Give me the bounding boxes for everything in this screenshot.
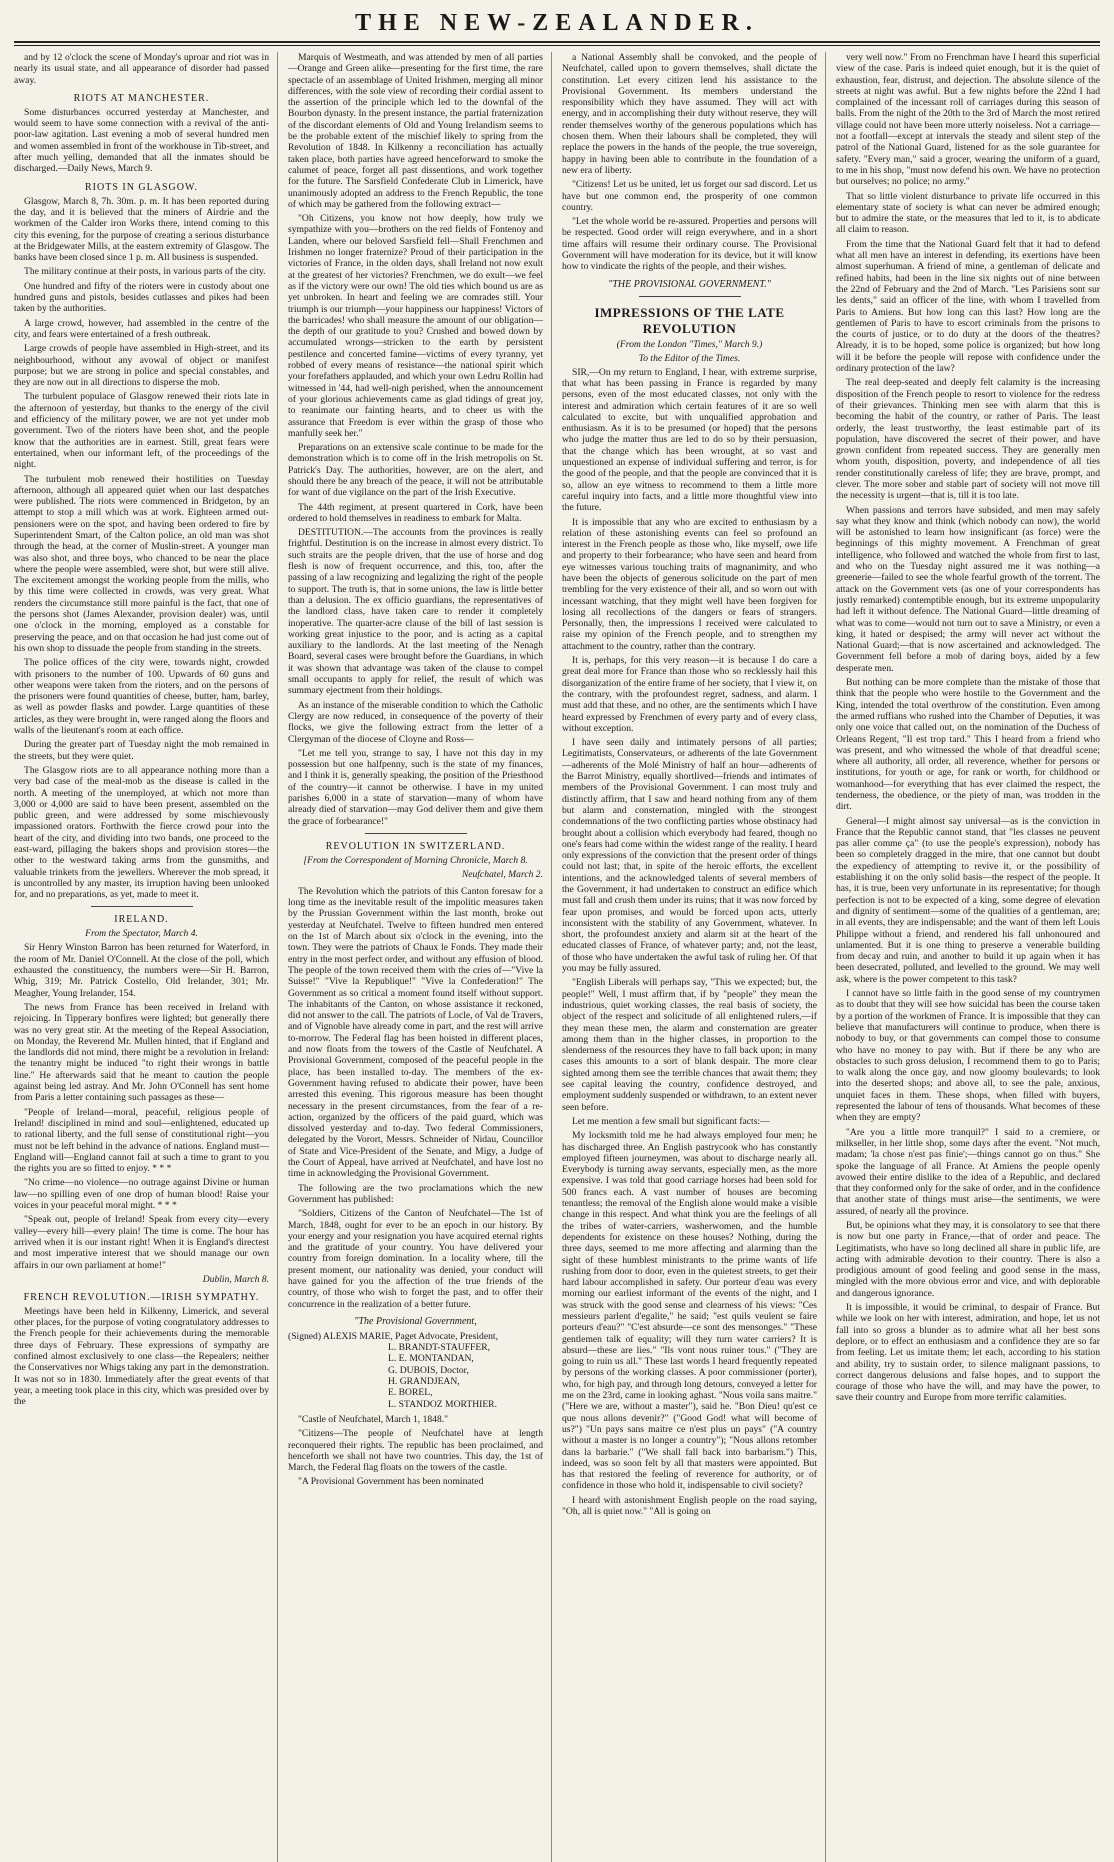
paragraph: Large crowds of people have assembled in High-street, and its neighbourhood, without any avowal of object or manifest purpose; but we are strong in police and special constables, and they are now out in all directions to disperse the mob. bbox=[14, 343, 269, 389]
masthead-rule bbox=[14, 45, 1100, 46]
section-rule bbox=[365, 833, 467, 834]
paragraph: "Citizens—The people of Neufchatel have at length reconquered their rights. The republic has been proclaimed, and henceforth we shall not have two countries. This day, the 1st of March, the Federal flag floats on the towers of the castle. bbox=[288, 1428, 543, 1474]
paragraph: DESTITUTION.—The accounts from the provinces is really frightful. Destitution is on the increase in almost every district. To such straits are the people driven, that the use of horse and dog flesh is now of frequent occurrence, and this, too, after the passing of a law recognizing and legalizing the right of the people to support. The truth is, that in some unions, the law is little better than a delusion. The ex officio guardians, the representatives of the landlord class, have taken care to render it completely inoperative. The quarter-acre clause of the bill of last session is working great injustice to the poor, and is acting as a capital auxiliary to the landlords. At the last meeting of the Nenagh Board, several cases were brought before the Guardians, in which it was shown that advantage was taken of the clause to compel small occupants to apply for relief, the result of which was summary ejectment from their holdings. bbox=[288, 527, 543, 697]
paragraph: That so little violent disturbance to private life occurred in this elementary state of society is what can never be admired enough; but to admire the state, or the measures that led to it, is to abdicate all claim to reason. bbox=[836, 190, 1100, 236]
paragraph: "Let me tell you, strange to say, I have not this day in my possession but one halfpenny, such is the state of my finances, and I think it is, generally speaking, the position of the Priesthood of the country—it cannot be otherwise. I have in my united parishes 6,000 in a state of starvation—many of whom have already died of starvation—may God deliver them and give them the grace of forbearance!" bbox=[288, 747, 543, 827]
section-heading: IMPRESSIONS OF THE LATE REVOLUTION bbox=[594, 304, 785, 336]
paragraph: My locksmith told me he had always employed four men; he has discharged three. An English pastrycook who has constantly employed fifteen journeymen, was about to discharge nearly all. Everybody is turning away servants, especially men, as the more expensive. I was told that good carriage horses had been sold for 500 francs each. A vast number of houses are becoming tenantless; the removal of the English alone would make a visible change in this respect. And what think you are the feelings of all the tribes of water-carriers, washerwomen, and the humble dependents for existence on these houses? Nothing, during the three days, seemed to me more affecting and alarming than the sight of these humblest ministrants to the prime wants of life rushing from door to door, even in the quietest streets, to get their hard labour accomplished in safety. Our porteur d'eau was every morning our earliest informant of the events of the night, and I was struck with the good sense and clearness of his views: "Ces messieurs parlent d'egalite," he said; "est quils veulent se faire porteurs d'eau?" "C'est absurde—ce sont des mensonges." "These gentlemen talk of equality; will they turn water carriers? It is absurd—these are lies." "Ils vont nous ruiner tous." ("They are going to ruin us all." These last words I heard frequently repeated by persons of the working classes. A poor commissioner (porter), who, for high pay, and through long detours, conveyed a letter for me on the 23rd, came in looking aghast. "Nous voila sans maitre." ("Here we are, without a master"), said he. "Bon Dieu! qu'est ce que nous allons devenir?" ("Good God! what will become of us?") "Un pays sans maitre ce n'est plus un pays" ("A country without a master is no longer a country"); "Nous allons retomber dans la barbarie." ("We shall fall back into barbarism.") This, indeed, was so soon felt by all that masters were appointed. But has that restored the feeling of reverence for authority, or of confidence in those who hold it, indispensable to civil society? bbox=[562, 1130, 817, 1492]
paragraph: The Revolution which the patriots of this Canton foresaw for a long time as the inevitable result of the impolitic measures taken by the Prussian Government within the last month, broke out yesterday at Neufchatel. Twelve to fifteen hundred men entered on the 1st of March about six o'clock in the evening, into the town. They were the patriots of Chaux le Fonds. They made their entry in the most perfect order, and without any effusion of blood. The people of the town received them with the cries of—"Vive la Suisse!" "Vive la Republique!" "Vive la Confederation!" The Government as so critical a moment found itself without support. The inhabitants of the Canton, on whose assistance it reckoned, did not answer to the call. The patriots of Locle, of Val de Travers, and of Vignoble have already come in part, and the rest will arrive to-morrow. The Federal flag has been hoisted in different places, and now floats from the towers of the Castle of Neufchatel. A Provisional Government, composed of the peaceful people in the place, has been installed to-day. The members of the ex-Government having refused to abdicate their power, have been arrested this evening. This rigorous measure has been thought necessary in the present circumstances, from the fear of a re-action, organized by the officers of the paid guard, which was dissolved yesterday and to-day. Two federal Commissioners, delegated by the Vorort, Messrs. Schneider of Nidau, Councillor of State and Vice-President of the Senate, and Migy, a Judge of the Court of Appeal, have arrived at Neufchatel, and have lost no time in acknowledging the Provisional Government. bbox=[288, 885, 543, 1180]
paragraph: "People of Ireland—moral, peaceful, religious people of Ireland! disciplined in mind and soul—enlightened, educated up to rational liberty, and the full sense of constitutional right—you must not be left behind in the advance of nations. England must—England will—England cannot fail at such a time to grant to you the rights you are so fitted to enjoy. * * * bbox=[14, 1106, 269, 1175]
section-rule bbox=[639, 296, 741, 297]
section-heading: "THE PROVISIONAL GOVERNMENT." bbox=[608, 278, 771, 290]
column-2 bbox=[288, 52, 552, 1862]
paragraph: But nothing can be more complete than the mistake of those that think that the people who were hostile to the Government and the King, intended the total overthrow of the constitution. Even among the armed ruffians who rushed into the Chamber of Deputies, it was only one voice that called out, on the nomination of the Duchess of Orleans Regent, "Il est trop tard." This I heard from a friend who was present, and who witnessed the whole of that dreadful scene; where all authority, all order, all reverence, whether for persons or institutions, for youth or age, for rank or worth, for childhood or womanhood—for everything that has ever claimed the respect, the tenderness, the obedience, or the piety of man, was trodden in the dirt. bbox=[836, 677, 1100, 813]
paragraph: and by 12 o'clock the scene of Monday's uproar and riot was in nearly its usual state, and all appearance of disorder had passed away. bbox=[14, 52, 269, 86]
paragraph: But, be opinions what they may, it is consolatory to see that there is now but one party in France,—that of order and peace. The Legitimatists, who have so long declined all share in public life, are acting with admirable devotion to their country. There is also a prodigious amount of good feeling and good sense in the mass, mingled with the more obvious error and vice, and with deplorable and dangerous ignorance. bbox=[836, 1219, 1100, 1299]
paragraph: "A Provisional Government has been nominated bbox=[298, 1476, 484, 1488]
paragraph: "Castle of Neufchatel, March 1, 1848." bbox=[298, 1413, 449, 1425]
column-1 bbox=[14, 52, 278, 1862]
signatory-line: (Signed) ALEXIS MARIE, Paget Advocate, President, bbox=[288, 1330, 498, 1342]
signatory-line: L. E. MONTANDAN, bbox=[388, 1353, 474, 1365]
paragraph: Let me mention a few small but significant facts:— bbox=[572, 1115, 770, 1127]
section-heading: (From the London "Times," March 9.) bbox=[616, 338, 763, 350]
paragraph: "No crime—no violence—no outrage against Divine or human law—no spilling even of one drop of human blood! Raise your voices in your peaceful moral might. * * * bbox=[14, 1177, 269, 1212]
section-heading: To the Editor of the Times. bbox=[638, 352, 741, 364]
section-heading: RIOTS AT MANCHESTER. bbox=[73, 92, 210, 104]
section-heading: IRELAND. bbox=[114, 914, 169, 926]
paragraph: "Let the whole world be re-assured. Properties and persons will be respected. Good order will reign everywhere, and in a short time affairs will resume their ordinary course. The Provisional Government will have moderation for its device, but it will know how to vindicate the rights of the people, and their wishes. bbox=[562, 216, 817, 273]
dateline: Neufchatel, March 2. bbox=[461, 868, 543, 880]
paragraph: Glasgow, March 8, 7h. 30m. p. m. It has been reported during the day, and it is believed that the miners of Airdrie and the workmen of the Calder iron Works there, intend coming to this city this evening, for the purpose of creating a serious disturbance at the Bridgewater Mills, at the eastern extremity of Glasgow. The banks have been closed since 1 p. m. All business is suspended. bbox=[14, 195, 269, 264]
paragraph: "Citizens! Let us be united, let us forget our sad discord. Let us have but one common end, the prosperity of one common country. bbox=[562, 179, 817, 213]
section-heading: [From the Correspondent of Morning Chronicle, March 8. bbox=[303, 854, 528, 866]
paragraph: The military continue at their posts, in various parts of the city. bbox=[24, 266, 266, 278]
paragraph: During the greater part of Tuesday night the mob remained in the streets, but they were quiet. bbox=[14, 739, 269, 762]
paragraph: It is impossible that any who are excited to enthusiasm by a relation of these astonishing events can feel so profound an interest in the French people as those who, like myself, owe life and property to their forbearance; who have seen and heard from eye witnesses various touching traits of magnanimity, and who have been the objects of generous solicitude on the part of men trembling for the very existence of their all, and so worn out with incessant watching, that they might well have been forgiven for losing all recollections of the dangers or fears of strangers. Personally, then, the impressions I received were calculated to raise my opinion of the French people, and to strengthen my attachment to the country, rather than the contrary. bbox=[562, 516, 817, 652]
paragraph: Marquis of Westmeath, and was attended by men of all parties—Orange and Green alike—presenting for the first time, the rare spectacle of an assemblage of United Irishmen, merging all minor differences, with the sole view of recording their cordial assent to the assertion of the principle which led to the downfal of the Bourbon dynasty. In the present instance, the partial fraternization of the discordant elements of Old and Young Irelandism seems to be the probable extent of the mischief likely to spring from the Revolution of 1848. In Kilkenny a reconciliation has actually taken place, both parties have agreed henceforward to smoke the calumet of peace, forget all past dissentions, and work together for the future. The Sarsfield Confederate Club in Limerick, have unanimously adopted an address to the French Republic, the tone of which may be gathered from the following extract— bbox=[288, 52, 543, 210]
paragraph: When passions and terrors have subsided, and men may safely say what they know and think (which nobody can now), the world will be astonished to learn how insignificant (as force) were the beginnings of this mighty movement. A Frenchman of great intelligence, who followed and watched the whole from first to last, and who on the Tuesday night assured me it was nothing—a greenerie—failed to see the whole fearful growth of the torrent. The attack on the Government vets (as one of your correspondents has justly remarked) contemptible enough, but its extreme unpopularity had left it without defence. The National Guard—little dreaming of what was to come—would not turn out to save a Ministry, or even a king, it hated or despised; the army will never act without the National Guard;—that is now ascertained and acknowledged. The Government fell before a mob of daring boys, aided by a few desperate men. bbox=[836, 504, 1100, 674]
signatory-line: L. STANDOZ MORTHIER. bbox=[388, 1398, 497, 1410]
paragraph: It is, perhaps, for this very reason—it is because I do care a great deal more for France than those who so recklessly hail this disorganization of the entire frame of her society, that I view it, on the contrary, with the profoundest regret, sadness, and alarm. I must add that these, and no other, are the sentiments which I have heard expressed by Frenchmen of every party and of every class, without exception. bbox=[562, 655, 817, 734]
paragraph: Preparations on an extensive scale continue to be made for the demonstration which is to come off in the Irish metropolis on St. Patrick's Day. The authorities, however, are on the alert, and should there be any breach of the peace, it will not be attributable for want of due vigilance on the part of the Irish Executive. bbox=[288, 442, 543, 499]
paragraph: Meetings have been held in Kilkenny, Limerick, and several other places, for the purpose of voting congratulatory addresses to the French people for their achievements during the memorable three days of February. These expressions of sympathy are confined almost exclusively to one class—the Repealers; neither the Conservatives nor Whigs taking any part in the demonstration. It was not so in 1830. Immediately after the great events of that year, a meeting took place in this city, which was presided over by the bbox=[14, 1305, 269, 1408]
section-rule bbox=[91, 906, 193, 907]
paragraph: The turbulent populace of Glasgow renewed their riots late in the afternoon of yesterday, but thanks to the energy of the civil and efficiency of the military power, we are not yet under mob government. Two of the rioters have been shot, and the people know that the authorities are in earnest. Still, great fears were entertained, when our informant left, of the proceedings of the night. bbox=[14, 391, 269, 471]
paragraph: General—I might almost say universal—as is the conviction in France that the Republic cannot stand, that "les classes ne peuvent pas aller comme ça" (to use the people's expression), nobody has been so completely dragged in the mire, that one cannot but doubt the expediency of attempting to revive it, or the possibility of establishing it on the only solid basis—the respect of the people. It has, it is true, been very unfortunate in its representative; for though perfection is not to be expected of a king, some degree of elevation and dignity of sentiment—some of the qualities of a gentleman, are; in all events, they are indispensable; and the want of them left Louis Philippe without a friend, and rendered his fall unhonoured and unlamented. But it is one thing to preserve a venerable building from decay and ruin, and another to build it up again when it has been desecrated, polluted, and levelled to the ground. We may well ask, where is the power competent to this task? bbox=[836, 815, 1100, 985]
paragraph: It is impossible, it would be criminal, to despair of France. But while we look on her with interest, admiration, and hope, let us not fall into so gross a blunder as to admire what all her best sons deplore, or to effect an enthusiasm and a confidence they are so far from feeling. Let us imitate them; let each, according to his station and ability, try to sustain order, to silence malignant passions, to correct dangerous delusions and false hopes, and to support the courage of those who have the will, and may have the power, to save their country and Europe from more terrific calamities. bbox=[836, 1302, 1100, 1404]
paragraph: Some disturbances occurred yesterday at Manchester, and would seem to have some connection with a revival of the anti-poor-law agitation. Last evening a mob of several hundred men and women assembled in front of the workhouse in Tib-street, and after much yelling, demanded that all the inmates should be discharged.—Daily News, March 9. bbox=[14, 106, 269, 175]
signatory-line: G. DUBOIS, Doctor, bbox=[388, 1364, 469, 1376]
paragraph: "Oh Citizens, you know not how deeply, how truly we sympathize with you—brothers on the red fields of Fontenoy and Landen, where our beloved Sarsfield fell—Shall Frenchmen and Irishmen no longer fraternize? Proud of their participation in the victories of France, in the olden days, shall Ireland not now exult at the greatest of her victories? Frenchmen, we do exult—we feel as if the victory were our own! The old ties which bound us are as yet unbroken. In heart and feeling we are comrades still. Your triumph is our triumph—your happiness our happiness! Victors of the barricades! who shall measure the amount of our obligation—the depth of our gratitude to you? Crushed and bowed down by accumulated wrongs—stricken to the earth by persistent pestilence and concerted famine—victims of every tyranny, yet robbed of every means of resistance—the national spirit which your forefathers applauded, and which your own Ledru Rollin had witnessed in '44, had well-nigh perished, when the announcement of your glorious achievements came as glad tidings of great joy, to reanimate our fainting hearts, and to cheer us with the assurance that Freedom is ever within the grasp of those who manfully seek her." bbox=[288, 213, 543, 439]
dateline: Dublin, March 8. bbox=[202, 1273, 269, 1285]
paragraph: The Glasgow riots are to all appearance nothing more than a very bad case of the meal-mob as the disease is called in the north. A meeting of the unemployed, at which not more than 3,000 or 4,000 are said to have been present, assembled on the public green, and were addressed by some mischievously impassioned orators. Forthwith the fierce crowd pour into the heart of the city, and dividing into two bands, one proceed to the east-ward, pillaging the bakers shops and provision stores—the other to the westward taking arms from the gunsmiths, and valuable trinkets from the jewellers. Wherever the mob spread, it is uncontrolled by any master, its irruption having been unlooked for, and no preparations, as yet, made to meet it. bbox=[14, 764, 269, 901]
signatory-line: E. BOREL, bbox=[388, 1387, 433, 1399]
column-4 bbox=[836, 52, 1100, 1862]
paragraph: One hundred and fifty of the rioters were in custody about one hundred guns and pistols, besides cutlasses and pikes had been taken by the authorities. bbox=[14, 280, 269, 315]
paragraph: "Soldiers, Citizens of the Canton of Neufchatel—The 1st of March, 1848, ought for ever to be an epoch in our history. By your energy and your resignation you have acquired eternal rights and the gratitude of your country. You have delivered your country from foreign domination. In a locality where, till the present moment, our nationality was denied, your conduct will have gained for you the affection of the true friends of the country, of those who wish to forget the past, and to offer their concurrence in the realization of a better future. bbox=[288, 1208, 543, 1310]
section-heading: FRENCH REVOLUTION.—IRISH SYMPATHY. bbox=[23, 1291, 260, 1303]
paragraph: The 44th regiment, at present quartered in Cork, have been ordered to hold themselves in readiness to embark for Malta. bbox=[288, 501, 543, 524]
section-heading: REVOLUTION IN SWITZERLAND. bbox=[325, 840, 506, 852]
column-3 bbox=[562, 52, 826, 1862]
paragraph: "Are you a little more tranquil?" I said to a cremiere, or milkseller, in her little shop, some days after the event. "Not much, madam; 'la chose n'est pas finie';—things cannot go on thus." She spoke the language of all France. At Amiens the people openly avowed their entire dislike to the idea of a Republic, and declared that they conformed only for the sake of order, and in the confidence that another state of things must arise—the sentiments, we were assured, of nearly all the province. bbox=[836, 1126, 1100, 1217]
paragraph: The turbulent mob renewed their hostilities on Tuesday afternoon, although all appeared quiet when our last despatches were published. The riots were commenced in Bridgeton, by an attempt to stop a mill which was at work. Eighteen armed out-pensioners were on the spot, and having been ordered to fire by Superintendent Smart, of the Calton police, an old man was shot through the head, at the corner of Muslin-street. A younger man was also shot, and three boys, who chanced to be near the place where the people were assembled, were shot, but were still alive. The excitement amongst the working people from the mills, who by this time were collected in crowds, was very great. What renders the circumstance still more painful is the fact, that one of the persons shot (James Alexander, provision dealer) was, until one o'clock in the morning, employed as a constable for preserving the peace, and on that occasion he had just come out of his own shop to dissuade the people from standing in the streets. bbox=[14, 473, 269, 654]
paragraph: "English Liberals will perhaps say, "This we expected; but, the people!" Well, I must affirm that, if by "people" they mean the industrious, quiet working classes, the real basis of society, the object of the respect and solicitude of all enlightened rulers,—if they mean these men, the alarm and consternation are greater among them than in the higher classes, in proportion to the slenderness of the resources they have to fall back upon; in many cases this amounts to a sort of blank despair. The more clear sighted among them see the terrible chances that await them; they see capital leaving the country, confidence destroyed, and employment suddenly suspended or withdrawn, to an extent never seen before. bbox=[562, 977, 817, 1113]
section-heading: From the Spectator, March 4. bbox=[85, 928, 198, 940]
paragraph: Sir Henry Winston Barron has been returned for Waterford, in the room of Mr. Daniel O'Connell. At the close of the poll, which exhausted the constituency, the numbers were—Sir H. Barron, Whig, 319; Mr. Patrick Costello, Old Irelander, 301; Mr. Meagher, Young Irelander, 154. bbox=[14, 942, 269, 999]
paragraph: very well now." From no Frenchman have I heard this superficial view of the case. Paris is indeed quiet enough, but it is the quiet of exhaustion, fear, distrust, and dejection. The absolute silence of the streets at night was awful. But a few nights before the 22nd I had complained of the incessant roll of carriages during this season of balls. From the night of the 20th to the 3rd of March the most retired village could not have been more utterly noiseless. Not a carriage—not a footfall—except at intervals the steady and silent step of the patrol of the National Guard, listened for as the sole guarantee for safety. "Every man," said a grocer, wearing the uniform of a guard, to me in his shop, "must now defend his own. We have no protection but ourselves; no police; no army." bbox=[836, 52, 1100, 188]
paragraph: "Speak out, people of Ireland! Speak from every city—every valley—every hill—every plain! The time is come. The hour has arrived when it is our instant right! When it is England's directest and most imperative interest that we should manage our own affairs in our own parliament at home!" bbox=[14, 1214, 269, 1271]
paragraph: I heard with astonishment English people on the road saying, "Oh, all is quiet now." "All is going on bbox=[562, 1494, 817, 1518]
paragraph: The real deep-seated and deeply felt calamity is the increasing disposition of the French people to resort to violence for the redress of their grievances. Thinking men see with alarm that this is becoming the habit of the country, or rather of Paris. The least orderly, the least trustworthy, the least estimable part of its population, have discovered the secret of their power, and have grown confident from repeated success. They are generally men whom youth, disposition, poverty, and independence of all ties render constitutionally careless of life; they are brave, prompt, and clever. The more sober and stable part of society will not move till the necessity is urgent—that is, till it is too late. bbox=[836, 377, 1100, 502]
paragraph: As an instance of the miserable condition to which the Catholic Clergy are now reduced, in consequence of the poverty of their flocks, we give the following extract from the letter of a Clergyman of the diocese of Cloyne and Ross— bbox=[288, 699, 543, 745]
signatories bbox=[288, 1331, 543, 1410]
paragraph: a National Assembly shall be convoked, and the people of Neufchatel, called upon to govern themselves, shall dictate the constitution. Let every citizen lend his assistance to the Provisional Government. Its members understand the responsibility which they have assumed. They will act with energy, and in accomplishing their duty without reserve, they will render themselves worthy of the generous populations which has chosen them. When their labours shall be completed, they will replace the powers in the hands of the people, the true sovereign, happy in having been able to contribute in the foundation of a new era of liberty. bbox=[562, 52, 817, 176]
columns bbox=[14, 52, 1100, 1862]
paragraph: I cannot have so little faith in the good sense of my countrymen as to doubt that they will see how suicidal has been the course taken by a portion of the workmen of France. It is impossible that they can believe that manufacturers will continue to produce, when there is nobody to buy, or that governments can compel those to consume who have no money to pay with. But if there be any who are obstacles to such gross delusion, I recommend them to go to Paris; to walk along the once gay, and now gloomy boulevards; to look into the deserted shops; and above all, to see the pale, anxious, unquiet faces in them. These shops, when filled with buyers, represented the labour of tens of thousands. What becomes of these when they are empty? bbox=[836, 988, 1100, 1124]
paragraph: A large crowd, however, had assembled in the centre of the city, and fears were entertained of a fresh outbreak. bbox=[14, 317, 269, 340]
paragraph: The following are the two proclamations which the new Government has published: bbox=[288, 1182, 543, 1205]
paragraph: The news from France has been received in Ireland with rejoicing. In Tipperary bonfires were lighted; but generally there was no very great stir. At the meeting of the Repeal Association, on Monday, the Reverend Mr. Mullen hinted, that if England and the landlords did not mind, there might be a revolution in Ireland: the tenantry might be induced "to right their wrongs in battle line." He afterwards said that he meant to caution the people against being led astray. And Mr. John O'Connell has sent home from Paris a letter containing such passages as these— bbox=[14, 1001, 269, 1104]
paragraph: From the time that the National Guard felt that it had to defend what all men have an interest in defending, its exertions have been almost superhuman. A friend of mine, a gentleman of delicate and refined habits, had been in the line six nights out of nine between the 22nd of February and the 2nd of March. "Les Parisiens sont sur les dents," said an officer of the line, with whom I travelled from Paris to Amiens. But how long can this last? How long are the gentlemen of Paris to have to escort criminals from the prisons to the courts of justice, or to do duty at the doors of the theatres? Already, it is to be hoped, some police is organized; but how long will it be before the people will repose with confidence under the ordinary protection of the law? bbox=[836, 238, 1100, 375]
signatory-line: L. BRANDT-STAUFFER, bbox=[388, 1342, 491, 1354]
paragraph: I have seen daily and intimately persons of all parties; Legitimatists, Conservateurs, or adherents of the late Government—adherents of the Molé Ministry of half an hour—adherents of the Barrot Ministry, equally shortlived—friends and intimates of members of the Provisional Government. I can most truly and distinctly affirm, that I saw and heard nothing from any of them but alarm and consternation, mingled with the strongest condemnations of the two conflicting parties whose obstinacy had brought about a collision which everybody had feared, though no one's fears had come within the widest range of the reality. I heard only expressions of the conviction that the present order of things could not last; that, in spite of the heroic efforts, the excellent intentions, and the acknowledged talents of several members of the Government, it had undertaken to construct an edifice which must fall and crush them under its ruins; that it was now forced by fear upon promises, and would be forced upon acts, utterly inconsistent with the stability of any Government, whatever. In short, the profoundest anxiety and alarm sit at the heart of the educated classes of France, of whatever party; and, not the least, of those who have undertaken the awful task of ruling her. Of that you may be fully assured. bbox=[562, 737, 817, 975]
section-heading: RIOTS IN GLASGOW. bbox=[84, 181, 199, 193]
signatory-line: H. GRANDJEAN, bbox=[388, 1376, 460, 1388]
section-heading: "The Provisional Government, bbox=[354, 1315, 477, 1327]
paragraph: SIR,—On my return to England, I hear, with extreme surprise, that what has been passing in France is regarded by many persons, even of the most educated classes, not only with the interest and admiration which certain features of it are so well calculated to excite, but with unqualified approbation and enthusiasm. As it is to be presumed (or hoped) that the persons who judge the matter thus are led to do so by their persuasion, that the change which has been wrought, at so vast and unquestioned an expense of individual suffering and terror, is for the good of the people, and that the people are convinced that it is so, allow an eye witness to recommend to them a little more careful inquiry into facts, and a little more thoughtful view into the future. bbox=[562, 366, 817, 514]
paragraph: The police offices of the city were, towards night, crowded with prisoners to the number of 100. Upwards of 60 guns and other weapons were taken from the rioters, and on the persons of the prisoners were found quantities of cheese, butter, ham, barley, as well as powder flasks and powder. Large quantities of these articles, as they were brought in, were ranged along the floors and walls of the lieutenant's room at each office. bbox=[14, 657, 269, 737]
masthead: THE NEW-ZEALANDER. bbox=[14, 10, 1100, 43]
